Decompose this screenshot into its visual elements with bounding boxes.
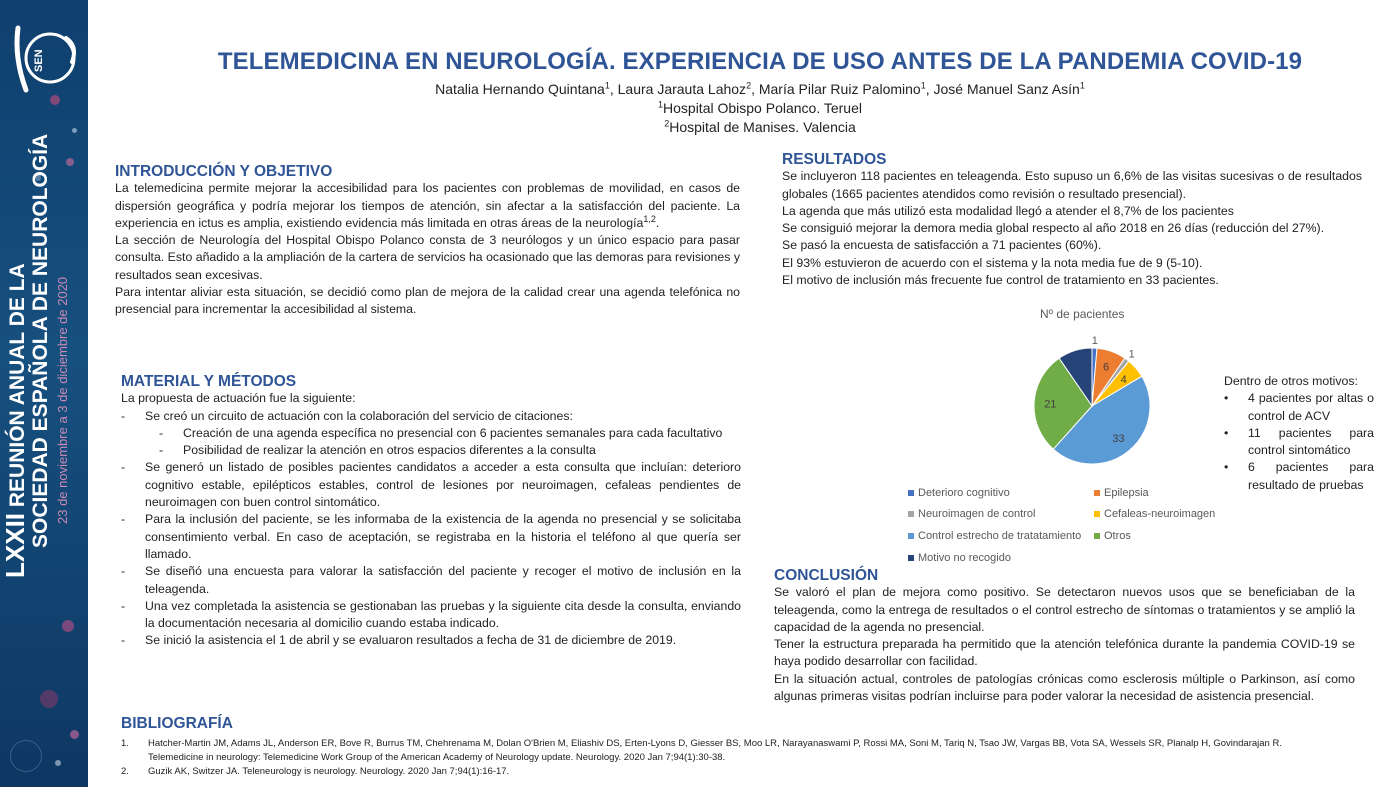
legend-label: Deterioro cognitivo [918, 487, 1010, 499]
list-item: - Para la inclusión del paciente, se les informaba de la existencia de la agenda no presencial y se solicitaba consentimiento verbal. En caso de aceptación, se registraba en la historia el teléfono al que quería ser llamado. [121, 512, 741, 561]
poster-title: TELEMEDICINA EN NEUROLOGÍA. EXPERIENCIA DE USO ANTES DE LA PANDEMIA COVID-19 [217, 48, 1303, 75]
results-heading: RESULTADOS [782, 151, 887, 168]
legend-swatch [1094, 533, 1100, 539]
data-label-3: 4 [1120, 373, 1127, 386]
methods-heading: MATERIAL Y MÉTODOS [121, 373, 297, 390]
legend-swatch [1094, 490, 1100, 496]
meeting-name-2: SOCIEDAD ESPAÑOLA DE NEUROLOGÍA [29, 133, 52, 548]
legend-item-5 [1094, 530, 1131, 542]
logo-text: SEN [33, 49, 45, 72]
conclusion-paragraph-3: En la situación actual, controles de patologías crónicas como esclerosis múltiple o Parkinson, así como algunas primeras visitas podrían incluirse para poder valorar la necesidad de asistencia presencial. [774, 671, 1355, 704]
affiliation-1: $^1$Hospital Obispo Polanco. Teruel [658, 99, 862, 116]
legend-item-2 [908, 508, 1035, 520]
other-motives-list [1224, 390, 1374, 494]
list-item: - Se inició la asistencia el 1 de abril y se evaluaron resultados a fecha de 31 de diciembre de 2019. [121, 633, 677, 648]
conclusion-section [774, 567, 1355, 705]
results-line: Se pasó la encuesta de satisfacción a 71 pacientes (60%). [782, 238, 1102, 253]
legend-label: Cefaleas-neuroimagen [1104, 508, 1216, 520]
author-sup: 1 [604, 80, 610, 91]
data-label-2: 1 [1128, 348, 1135, 361]
list-item: - Una vez completada la asistencia se gestionaban las pruebas y la siguiente cita desde la consulta, enviando la documentación necesaria al domicilio cuando estaba indicado. [121, 598, 741, 631]
legend-item-3 [1094, 508, 1215, 520]
methods-lead: La propuesta de actuación fue la siguiente: [121, 391, 356, 406]
list-item: • 11 pacientes para control sintomático [1224, 425, 1374, 458]
methods-list [121, 408, 741, 425]
results-section [782, 151, 1362, 289]
sidebar-banner [0, 0, 88, 787]
pie-chart-svg [900, 323, 1230, 493]
list-item: - Creación de una agenda específica no presencial con 6 pacientes semanales para cada facultativo [159, 425, 723, 440]
reference-item: 2. Guzik AK, Switzer JA. Teleneurology is neurology. Neurology. 2020 Jan 7;94(1):16-17. [121, 766, 510, 777]
methods-section [121, 373, 741, 650]
other-motives [1224, 373, 1374, 494]
results-line: El 93% estuvieron de acuerdo con el sistema y la nota media fue de 9 (5-10). [782, 255, 1203, 270]
chart-title: Nº de pacientes [1040, 307, 1125, 321]
reference-item: 1. Hatcher-Martin JM, Adams JL, Anderson ER, Bove R, Burrus TM, Chehrenama M, Dolan O'Brien M, Eliashiv DS, Erten-Lyons D, Giesser BS, Moo LR, Narayanaswami P, Rossi MA, Soni M, Tariq N, Tsao JW, Vargas BB, Vota SA, Wessels SR, Planalp H, Govindarajan R. Telemedicine in neurology: Telemedicine Work Group of the American Academy of Neurology update. Neurology. 2020 Jan 7;94(1):30-38. [121, 738, 1282, 763]
list-item: • 4 pacientes por altas o control de ACV [1224, 391, 1374, 423]
list-item: - Posibilidad de realizar la atención en otros espacios diferentes a la consulta [159, 443, 596, 458]
legend-swatch [908, 533, 914, 539]
legend-label: Control estrecho de tratatamiento [918, 530, 1082, 542]
legend-label: Otros [1104, 530, 1131, 542]
legend-swatch [1094, 511, 1100, 517]
intro-heading: INTRODUCCIÓN Y OBJETIVO [115, 163, 333, 180]
bibliography-section [121, 715, 1321, 779]
list-item: - Se generó un listado de posibles pacientes candidatos a acceder a esta consulta que incluían: deterioro cognitivo estable, epilépticos estables, control de lesiones por neuroimagen, cefaleas pendientes de neuroimagen con buen control sintomático. [121, 460, 741, 510]
affiliation-2: $^2$Hospital de Manises. Valencia [664, 118, 856, 135]
data-label-1: 6 [1103, 361, 1110, 374]
intro-paragraph-1: La telemedicina permite mejorar la accesibilidad para los pacientes con problemas de movilidad, en casos de dispersión geográfica y podría mejorar los tiempos de atención, sin afectar a la satisfacción del paciente. La experiencia en ictus es amplia, existiendo evidencia más limitada en otras áreas de la neurología$^{1,2}$. [115, 181, 740, 230]
pie-chart [900, 305, 1230, 575]
author-sup: 1 [1079, 80, 1085, 91]
author-name: María Pilar Ruiz Palomino [758, 81, 921, 97]
data-label-0: 1 [1091, 335, 1098, 348]
methods-list-cont [121, 459, 741, 649]
legend-swatch [908, 511, 914, 517]
results-line: Se consiguió mejorar la demora media global respecto al año 2018 en 26 días (reducción del 27%). [782, 221, 1325, 236]
data-label-5: 21 [1044, 398, 1057, 411]
meeting-banner-text [0, 58, 72, 578]
author-sup: 2 [746, 80, 752, 91]
legend-swatch [908, 555, 914, 561]
legend-label: Motivo no recogido [918, 552, 1011, 564]
author-name: José Manuel Sanz Asín [933, 81, 1080, 97]
results-line: Se incluyeron 118 pacientes en teleagenda. Esto supuso un 6,6% de las visitas sucesivas o de resultados globales (1665 pacientes atendidos como revisión o resultado presencial). [782, 169, 1362, 201]
bibliography-heading: BIBLIOGRAFÍA [121, 715, 233, 732]
list-item: - Se diseñó una encuesta para valorar la satisfacción del paciente y recoger el motivo de inclusión en la teleagenda. [121, 564, 741, 596]
data-label-4: 33 [1112, 433, 1125, 446]
legend-item-1 [1094, 487, 1149, 499]
legend-item-6 [908, 552, 1011, 564]
meeting-name-1: REUNIÓN ANUAL DE LA [6, 263, 29, 508]
legend-label: Neuroimagen de control [918, 508, 1036, 520]
legend-item-0 [908, 487, 1010, 499]
conclusion-paragraph-2: Tener la estructura preparada ha permitido que la atención telefónica durante la pandemia COVID-19 se haya podido desarrollar con facilidad. [774, 637, 1355, 669]
intro-section [115, 163, 740, 319]
results-line: La agenda que más utilizó esta modalidad llegó a atender el 8,7% de los pacientes [782, 203, 1234, 218]
legend-item-4 [908, 530, 1081, 542]
author-line: Natalia Hernando Quintana$^1$, Laura Jarauta Lahoz$^2$, María Pilar Ruiz Palomino$^1$, José Manuel Sanz Asín$^1$ [435, 80, 1085, 97]
intro-paragraph-2: La sección de Neurología del Hospital Obispo Polanco consta de 3 neurólogos y un único espacio para pasar consulta. Esto añadido a la ampliación de la cartera de servicios ha ocasionado que las demoras para revisiones y resultados sean excesivas. [115, 233, 740, 282]
methods-sublist [121, 425, 741, 460]
legend-label: Epilepsia [1104, 487, 1149, 499]
authors-block [100, 80, 1399, 137]
other-motives-lead: Dentro de otros motivos: [1224, 374, 1358, 388]
intro-paragraph-3: Para intentar aliviar esta situación, se decidió como plan de mejora de la calidad crear una agenda telefónica no presencial para incrementar la accesibilidad al sistema. [115, 285, 740, 317]
bibliography-list [121, 737, 1321, 779]
meeting-number: LXXII [0, 512, 30, 578]
author-name: Laura Jarauta Lahoz [617, 81, 747, 97]
author-name: Natalia Hernando Quintana [435, 81, 605, 97]
meeting-dates: 23 de noviembre a 3 de diciembre de 2020 [55, 276, 70, 524]
conclusion-heading: CONCLUSIÓN [774, 567, 879, 584]
legend-swatch [908, 490, 914, 496]
conclusion-paragraph-1: Se valoró el plan de mejora como positivo. Se detectaron nuevos usos que se beneficiaban de la teleagenda, como la entrega de resultados o el control estrecho de síntomas o tratamientos y se amplió la capacidad de la agenda no presencial. [774, 585, 1355, 634]
author-sup: 1 [920, 80, 926, 91]
list-item: • 6 pacientes para resultado de pruebas [1224, 460, 1374, 492]
list-item: - Se creó un circuito de actuación con la colaboración del servicio de citaciones: [121, 408, 573, 423]
results-line: El motivo de inclusión más frecuente fue control de tratamiento en 33 pacientes. [782, 273, 1219, 288]
